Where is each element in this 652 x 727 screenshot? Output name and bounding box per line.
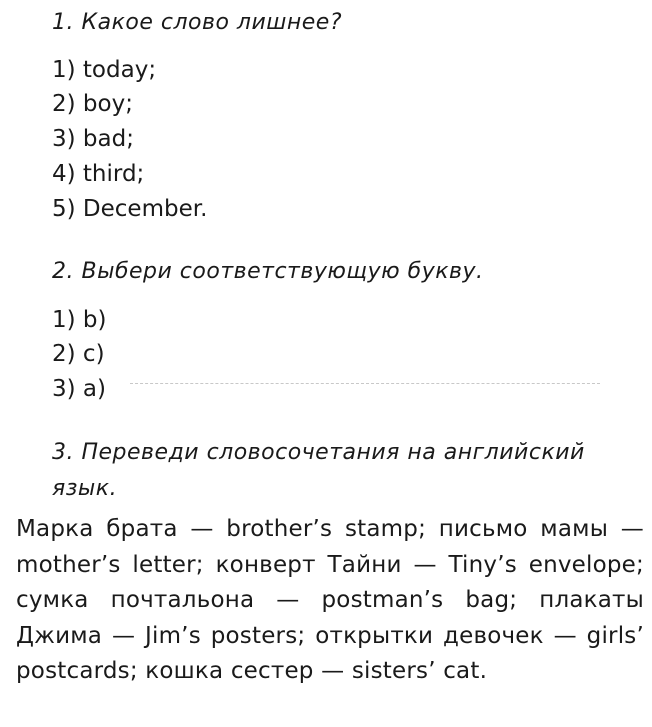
task-1-answer-1: 1) today; <box>52 57 157 83</box>
task-1-answer-3: 3) bad; <box>52 126 134 152</box>
task-3-title-line-2: язык. <box>52 476 118 501</box>
task-2-title: 2. Выбери соответствующую букву. <box>52 259 484 284</box>
task-1-answer-4: 4) third; <box>52 161 145 187</box>
task-2-answer-1: 1) b) <box>52 307 107 333</box>
task-2-answer-2: 2) c) <box>52 341 105 367</box>
task-3-answer-paragraph: Марка брата — brother’s stamp; письмо мамы — mother’s letter; конверт Тайни — Tiny’s envelope; сумка почтальона — postman’s bag; плакаты Джима — Jim’s posters; открытки девочек — girls’ postcards; кошка сестер — sisters’ cat. <box>16 516 644 684</box>
task-2-answer-3: 3) a) <box>52 376 106 402</box>
task-3-title-line-1: 3. Переведи словосочетания на английский <box>52 440 585 465</box>
faint-scan-line <box>130 383 600 384</box>
task-1-title: 1. Какое слово лишнее? <box>52 10 343 35</box>
task-1-answer-5: 5) December. <box>52 196 208 222</box>
task-1-answer-2: 2) boy; <box>52 91 133 117</box>
